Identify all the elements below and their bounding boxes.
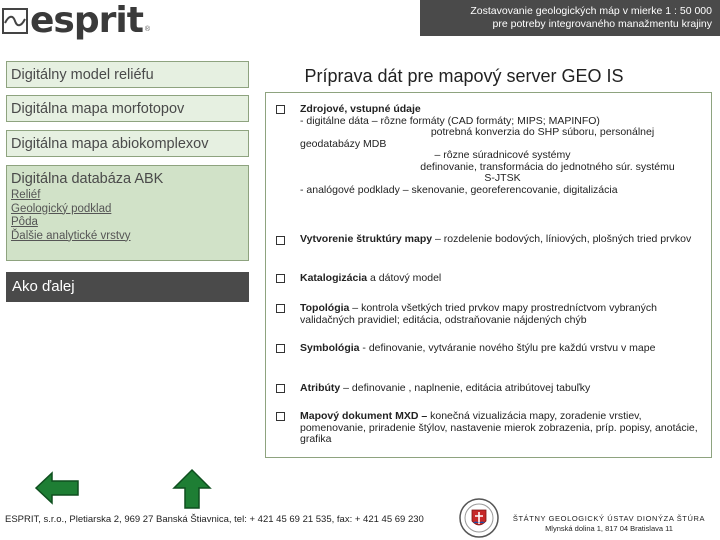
- checkbox-bullet-icon: [276, 274, 285, 283]
- checkbox-bullet-icon: [276, 384, 285, 393]
- list-item-line: geodatabázy MDB: [300, 137, 387, 150]
- sidebar-item-morphotope-map[interactable]: [6, 95, 249, 122]
- list-item-line: S-JTSK: [484, 172, 521, 184]
- list-item-attributes: [300, 383, 705, 395]
- list-item-line: – rôzne súradnicové systémy: [434, 149, 571, 161]
- list-item-heading: Atribúty: [300, 382, 341, 394]
- checkbox-bullet-icon: [276, 236, 285, 245]
- header-banner: [420, 0, 720, 36]
- sidebar-item-label: Ako ďalej: [12, 278, 75, 295]
- list-item-symbology: [300, 343, 705, 355]
- organization-name: ŠTÁTNY GEOLOGICKÝ ÚSTAV DIONÝZA ŠTÚRA: [512, 514, 706, 523]
- list-item-text: konečná vizualizácia mapy, zoradenie vrstiev, pomenovanie, priradenie štýlov, nastavenie mierok zobrazenia, príp. popisy, anotácie, grafika: [300, 410, 698, 445]
- list-item-topology: [300, 303, 705, 326]
- list-item-map-structure: [300, 234, 705, 246]
- sidebar-item-relief-model[interactable]: [6, 61, 249, 88]
- arrow-left-icon[interactable]: [34, 470, 80, 511]
- logo-text: esprit: [30, 0, 143, 41]
- sidebar-item-label: Digitálny model reliéfu: [11, 67, 154, 83]
- checkbox-bullet-icon: [276, 105, 285, 114]
- footer-organization: [506, 514, 712, 534]
- list-item-text: a dátový model: [367, 272, 442, 284]
- sidebar-item-abk-database[interactable]: [6, 165, 249, 261]
- list-item-text: - definovanie, vytváranie nového štýlu pre každú vrstvu v mape: [359, 342, 656, 354]
- list-item-text: – definovanie , naplnenie, editácia atribútovej tabuľky: [340, 382, 591, 394]
- banner-line-2: pre potreby integrovaného manažmentu krajiny: [492, 18, 712, 30]
- list-item-source-data: [300, 104, 705, 196]
- esprit-logo: [2, 0, 151, 41]
- footer-contact: ESPRIT, s.r.o., Pletiarska 2, 969 27 Banská Štiavnica, tel: + 421 45 69 21 535, fax: + 421 45 69 230: [5, 514, 424, 525]
- list-item-line: - digitálne dáta – rôzne formáty (CAD formáty; MIPS; MAPINFO): [300, 114, 600, 127]
- list-item-line: definovanie, transformácia do jednotného súr. systému: [420, 160, 675, 173]
- list-item-text: – kontrola všetkých tried prvkov mapy prostredníctvom vybraných validačných pravidiel; editácia, odstraňovanie nájdených chýb: [300, 302, 657, 326]
- sidebar-subitem-relief[interactable]: Reliéf: [11, 189, 41, 201]
- list-item-cataloging: [300, 273, 705, 285]
- esprit-logo-icon: [2, 8, 28, 34]
- list-item-heading: Zdrojové, vstupné údaje: [300, 103, 421, 115]
- list-item-heading: Symbológia: [300, 342, 360, 354]
- sidebar-item-abiocomplex-map[interactable]: [6, 130, 249, 157]
- banner-line-1: Zostavovanie geologických máp v mierke 1 : 50 000: [470, 5, 712, 17]
- arrow-up-icon[interactable]: [172, 468, 212, 515]
- sidebar-item-next[interactable]: [6, 272, 249, 302]
- list-item-map-document: [300, 411, 705, 446]
- checkbox-bullet-icon: [276, 344, 285, 353]
- list-item-heading: Vytvorenie štruktúry mapy: [300, 233, 433, 245]
- sgudrs-emblem-icon: [458, 497, 500, 540]
- sidebar-item-label: Digitálna databáza ABK: [11, 171, 164, 187]
- logo-registered-mark: ®: [144, 26, 151, 33]
- sidebar-subitem-soil[interactable]: Pôda: [11, 216, 38, 228]
- organization-address: Mlynská dolina 1, 817 04 Bratislava 11: [545, 524, 673, 533]
- list-item-heading: Topológia: [300, 302, 350, 314]
- list-item-line: potrebná konverzia do SHP súboru, personálnej: [430, 126, 655, 138]
- sidebar-subitem-geology[interactable]: Geologický podklad: [11, 202, 112, 215]
- list-item-heading: Katalogizácia: [300, 272, 368, 284]
- list-item-heading: Mapový dokument MXD –: [300, 410, 428, 422]
- list-item-text: – rozdelenie bodových, líniových, plošných tried prvkov: [432, 233, 692, 245]
- sidebar-item-label: Digitálna mapa abiokomplexov: [11, 136, 209, 152]
- page-title: Príprava dát pre mapový server GEO IS: [304, 66, 624, 86]
- sidebar-item-label: Digitálna mapa morfotopov: [11, 101, 185, 117]
- checkbox-bullet-icon: [276, 412, 285, 421]
- sidebar-sublist: [11, 189, 248, 243]
- list-item-line: - analógové podklady – skenovanie, georeferencovanie, digitalizácia: [300, 183, 618, 196]
- checkbox-bullet-icon: [276, 304, 285, 313]
- content-panel: [265, 92, 712, 458]
- sidebar-subitem-other-layers[interactable]: Ďalšie analytické vrstvy: [11, 229, 131, 242]
